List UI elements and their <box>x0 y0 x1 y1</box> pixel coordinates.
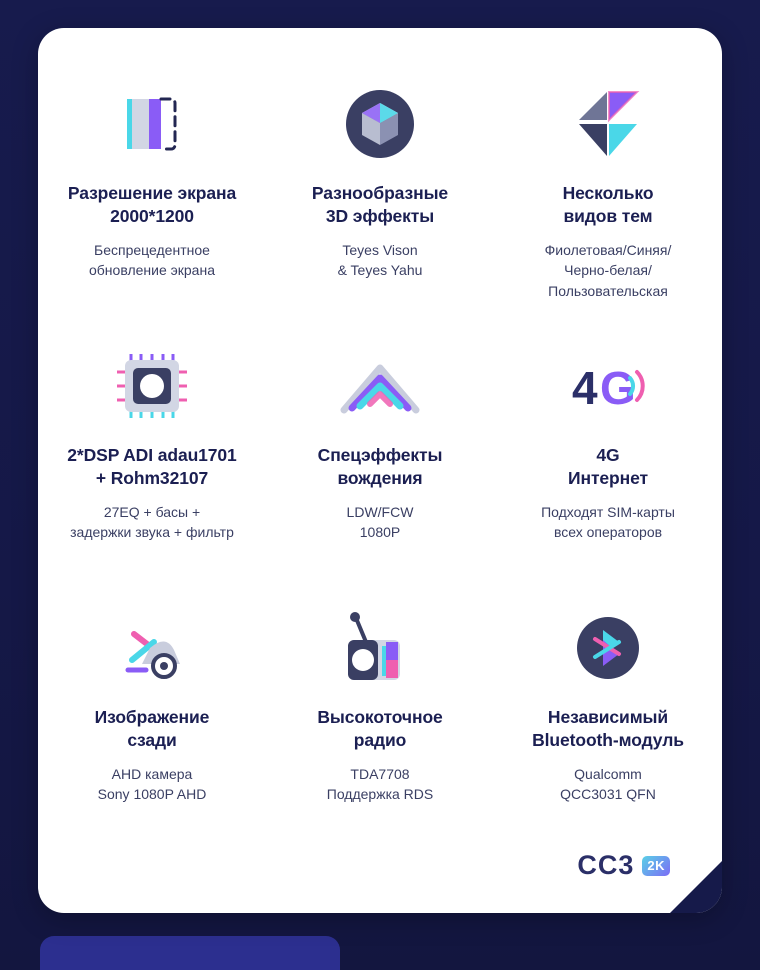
4g-icon <box>558 334 658 438</box>
feature-title: Спецэффекты вождения <box>317 445 443 489</box>
feature-grid <box>38 64 722 850</box>
feature-item-screen-resolution <box>38 64 266 326</box>
feature-title: Изображение сзади <box>94 707 210 751</box>
feature-item-dsp <box>38 326 266 588</box>
feature-subtitle: Беспрецедентное обновление экрана <box>89 242 215 279</box>
svg-text:4: 4 <box>572 362 598 414</box>
feature-subtitle: Подходят SIM-карты всех операторов <box>541 504 675 541</box>
feature-item-driving-effects <box>266 326 494 588</box>
feature-subtitle: 27EQ + басы + задержки звука + фильтр <box>70 504 234 541</box>
feature-title: Независимый Bluetooth-модуль <box>532 707 684 751</box>
feature-subtitle: LDW/FCW 1080P <box>346 504 414 541</box>
feature-card <box>38 28 722 913</box>
feature-subtitle: TDA7708 Поддержка RDS <box>326 766 434 803</box>
feature-subtitle: Teyes Vison & Teyes Yahu <box>337 242 423 279</box>
bluetooth-icon <box>563 596 653 700</box>
logo-badge-2k: 2K <box>642 856 670 876</box>
feature-subtitle: Qualcomm QCC3031 QFN <box>560 766 656 803</box>
feature-title: Разнообразные 3D эффекты <box>311 183 449 227</box>
3d-cube-icon <box>339 72 421 176</box>
feature-subtitle: AHD камера Sony 1080P AHD <box>97 766 207 803</box>
logo-text: CC3 <box>577 850 635 880</box>
feature-item-bluetooth <box>494 588 722 850</box>
rear-camera-icon <box>102 596 202 700</box>
feature-item-rear-camera <box>38 588 266 850</box>
feature-item-3d-effects <box>266 64 494 326</box>
feature-title: Высокоточное радио <box>317 707 443 751</box>
feature-title: Разрешение экрана 2000*1200 <box>67 183 237 227</box>
feature-item-themes <box>494 64 722 326</box>
svg-text:G: G <box>600 362 636 414</box>
feature-title: 4G Интернет <box>568 445 648 489</box>
product-logo <box>577 850 670 881</box>
radio-icon <box>330 596 430 700</box>
feature-subtitle: Фиолетовая/Синяя/ Черно-белая/ Пользовательская <box>544 242 672 299</box>
screen-resolution-icon <box>111 72 193 176</box>
driving-effects-icon <box>330 334 430 438</box>
dsp-chip-icon <box>109 334 195 438</box>
feature-item-4g <box>494 326 722 588</box>
feature-item-radio <box>266 588 494 850</box>
feature-title: 2*DSP ADI adau1701 + Rohm32107 <box>67 445 237 489</box>
themes-icon <box>563 72 653 176</box>
bottom-strip-decoration <box>40 936 340 970</box>
feature-title: Несколько видов тем <box>562 183 654 227</box>
